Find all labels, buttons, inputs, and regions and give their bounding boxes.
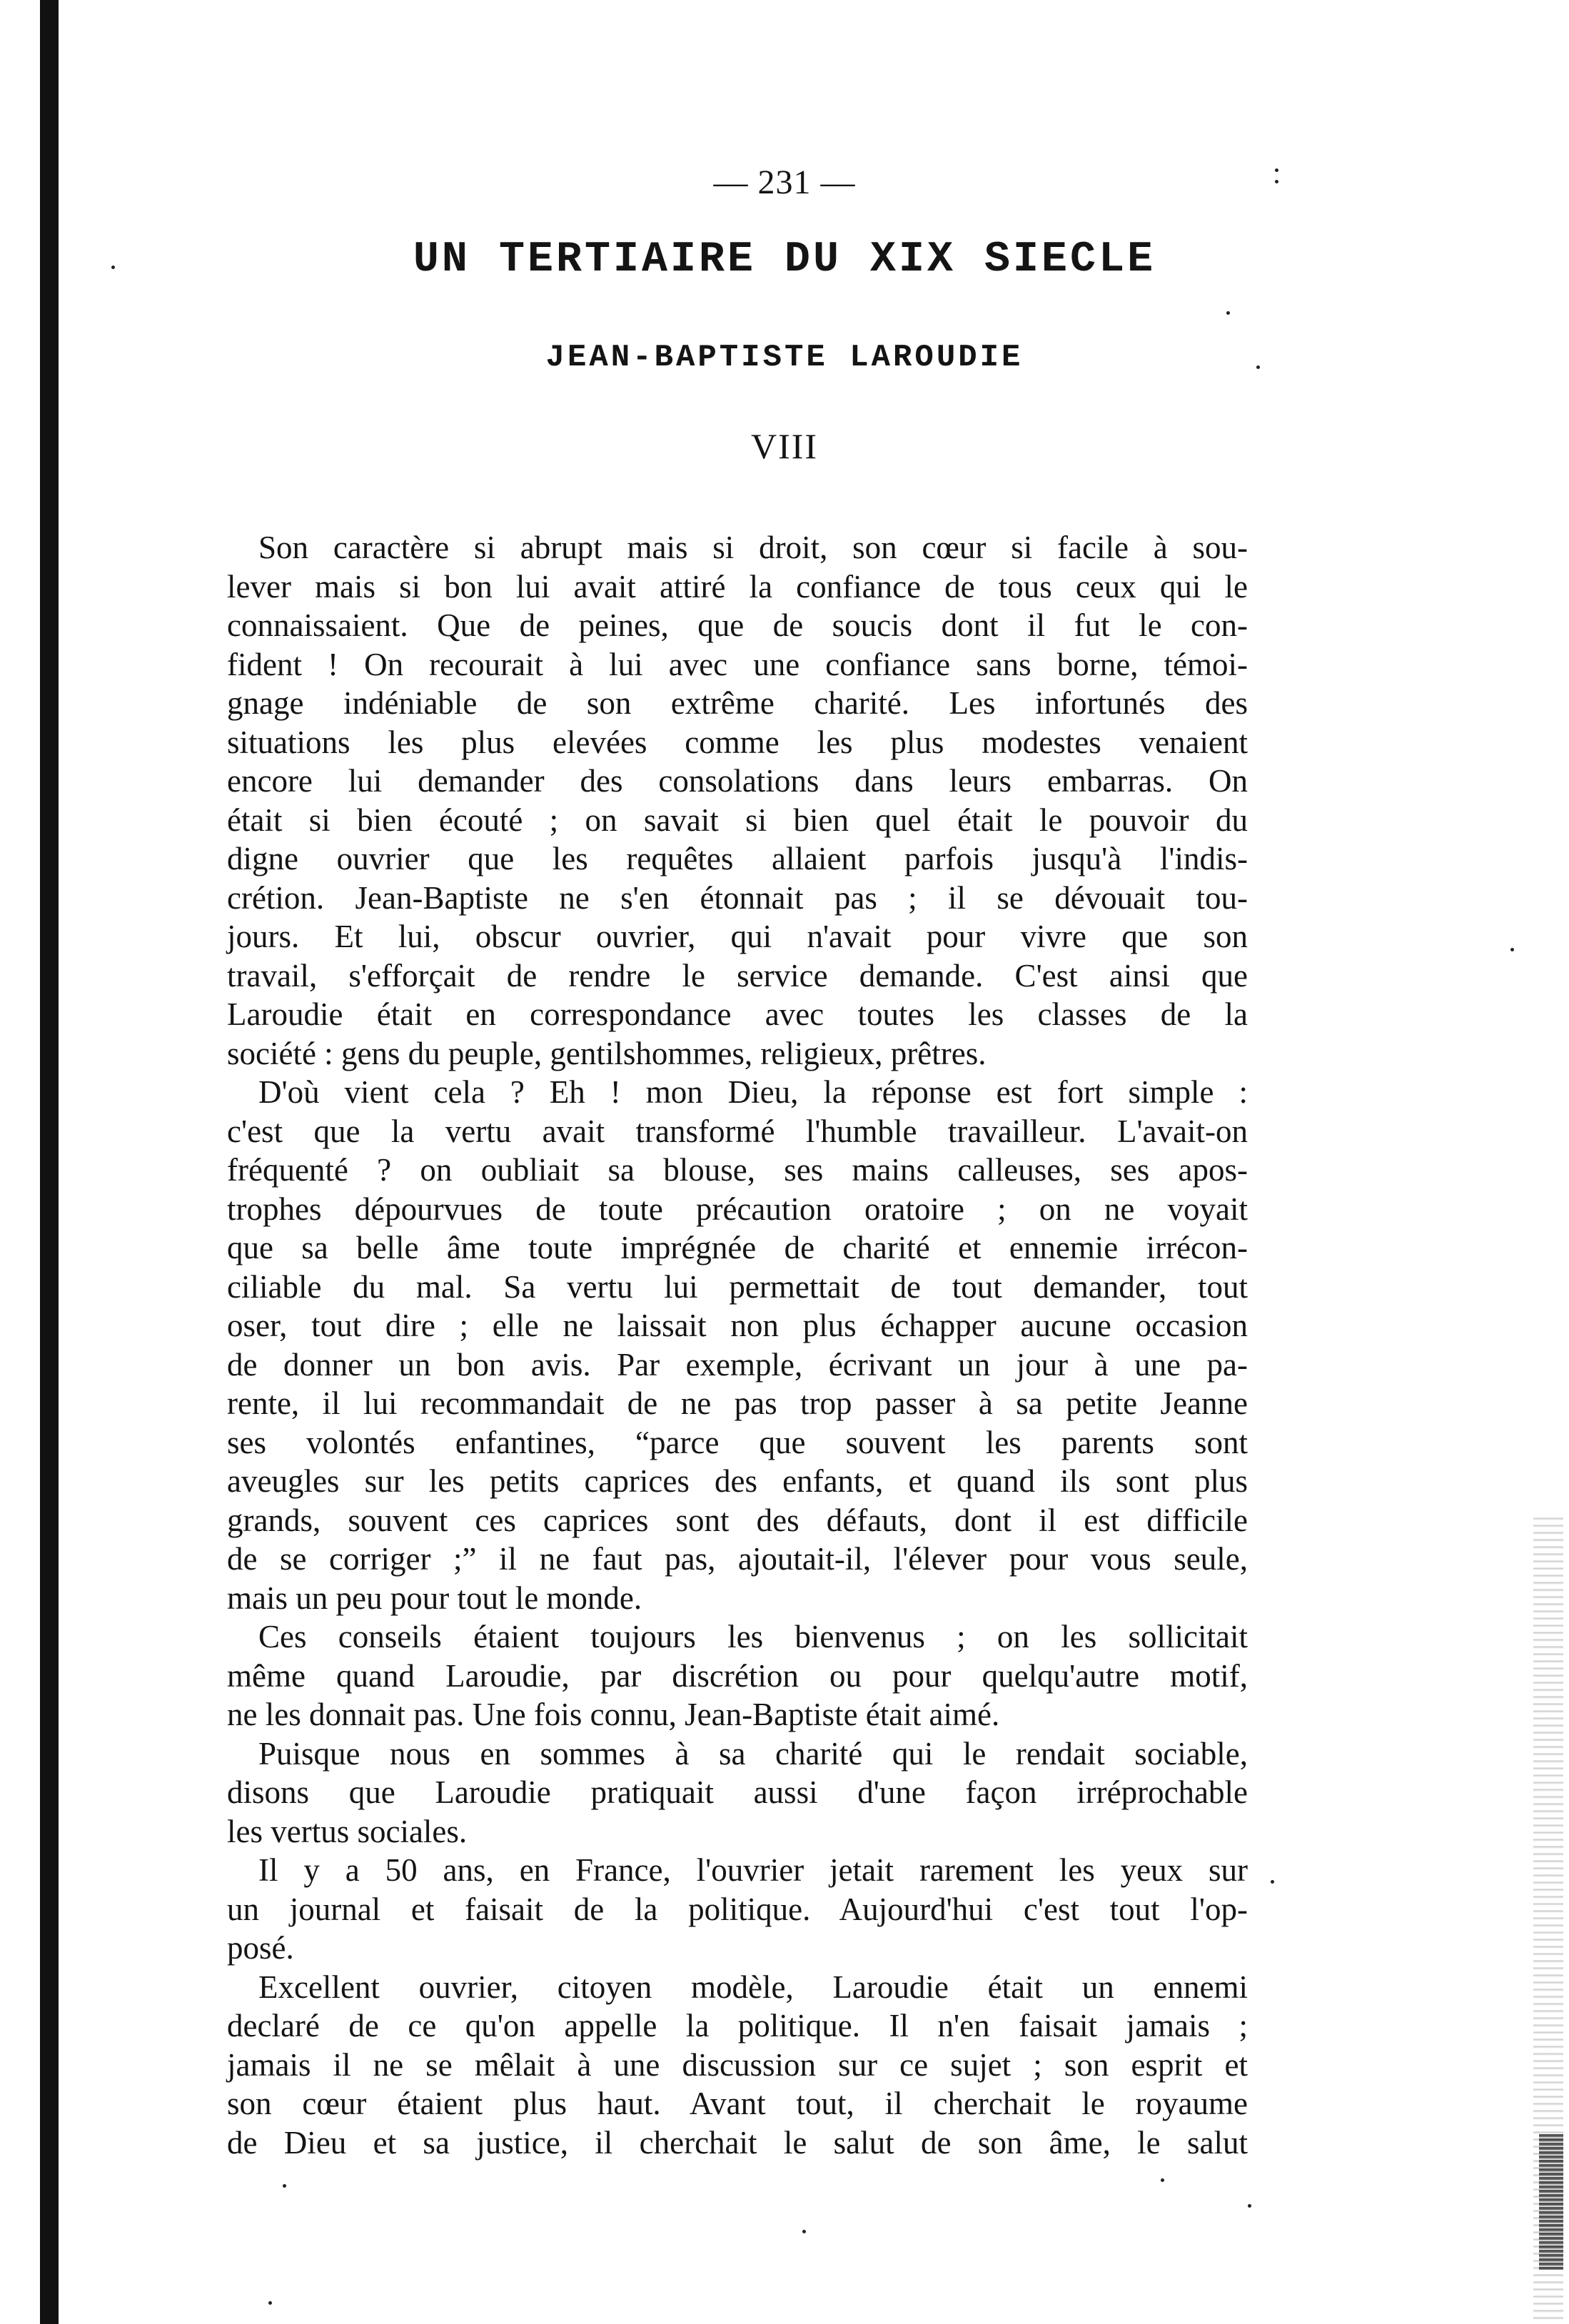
text-line: travail, s'efforçait de rendre le service demande. C'est ainsi que bbox=[227, 957, 1248, 994]
text-line: aveugles sur les petits caprices des enfants, et quand ils sont plus bbox=[227, 1463, 1248, 1499]
text-line: rente, il lui recommandait de ne pas trop passer à sa petite Jeanne bbox=[227, 1385, 1248, 1421]
scan-speck bbox=[268, 2301, 272, 2305]
text-line: situations les plus elevées comme les plus modestes venaient bbox=[227, 724, 1248, 760]
text-line: ne les donnait pas. Une fois connu, Jean-Baptiste était aimé. bbox=[227, 1697, 1000, 1732]
text-line: posé. bbox=[227, 1930, 294, 1966]
text-line: Il y a 50 ans, en France, l'ouvrier jetait rarement les yeux sur bbox=[258, 1852, 1248, 1888]
text-line: c'est que la vertu avait transformé l'humble travailleur. L'avait-on bbox=[227, 1113, 1248, 1149]
text-line: ciliable du mal. Sa vertu lui permettait de tout demander, tout bbox=[227, 1268, 1248, 1305]
text-line: fréquenté ? on oubliait sa blouse, ses mains calleuses, ses apos- bbox=[227, 1152, 1248, 1188]
text-line: de donner un bon avis. Par exemple, écrivant un jour à une pa- bbox=[227, 1346, 1248, 1383]
text-line: jours. Et lui, obscur ouvrier, qui n'avait pour vivre que son bbox=[227, 919, 1248, 954]
scan-speck bbox=[1248, 2204, 1251, 2208]
text-line: crétion. Jean-Baptiste ne s'en étonnait pas ; il se dévouait tou- bbox=[227, 879, 1248, 916]
text-line: Excellent ouvrier, citoyen modèle, Laroudie était un ennemi bbox=[258, 1969, 1248, 2005]
text-line: que sa belle âme toute imprégnée de charité et ennemie irrécon- bbox=[227, 1230, 1248, 1265]
text-line: oser, tout dire ; elle ne laissait non plus échapper aucune occasion bbox=[227, 1308, 1248, 1343]
page-subtitle: JEAN-BAPTISTE LAROUDIE bbox=[545, 340, 1024, 375]
text-line: son cœur étaient plus haut. Avant tout, il cherchait le royaume bbox=[227, 2086, 1248, 2121]
text-line: digne ouvrier que les requêtes allaient parfois jusqu'à l'indis- bbox=[227, 841, 1248, 876]
text-line: fident ! On recourait à lui avec une confiance sans borne, témoi- bbox=[227, 646, 1248, 682]
text-line: jamais il ne se mêlait à une discussion sur ce sujet ; son esprit et bbox=[227, 2046, 1248, 2083]
body-text bbox=[227, 528, 1248, 2162]
text-line: trophes dépourvues de toute précaution oratoire ; on ne voyait bbox=[227, 1191, 1248, 1227]
text-line: lever mais si bon lui avait attiré la confiance de tous ceux qui le bbox=[227, 568, 1248, 605]
scan-speck bbox=[1510, 948, 1514, 951]
scan-right-edge-shadow bbox=[1539, 2134, 1563, 2270]
scan-speck bbox=[1226, 311, 1230, 315]
text-line: de Dieu et sa justice, il cherchait le salut de son âme, le salut bbox=[227, 2124, 1248, 2161]
text-line: connaissaient. Que de peines, que de soucis dont il fut le con- bbox=[227, 607, 1248, 643]
text-line: Son caractère si abrupt mais si droit, son cœur si facile à sou- bbox=[258, 530, 1248, 565]
text-line: de se corriger ;” il ne faut pas, ajoutait-il, l'élever pour vous seule, bbox=[227, 1541, 1248, 1577]
text-line: D'où vient cela ? Eh ! mon Dieu, la réponse est fort simple : bbox=[258, 1074, 1248, 1110]
scan-speck bbox=[802, 2230, 806, 2233]
text-line: un journal et faisait de la politique. Aujourd'hui c'est tout l'op- bbox=[227, 1891, 1248, 1927]
text-line: ses volontés enfantines, “parce que souvent les parents sont bbox=[227, 1424, 1248, 1460]
scan-speck bbox=[1161, 2178, 1164, 2182]
scan-speck bbox=[1271, 1880, 1274, 1884]
chapter-heading: VIII bbox=[750, 426, 819, 466]
scan-speck bbox=[283, 2184, 286, 2188]
text-line: était si bien écouté ; on savait si bien quel était le pouvoir du bbox=[227, 802, 1248, 838]
text-line: mais un peu pour tout le monde. bbox=[227, 1580, 642, 1616]
page-number: — 231 — bbox=[713, 163, 856, 201]
text-line: declaré de ce qu'on appelle la politique. Il n'en faisait jamais ; bbox=[227, 2008, 1248, 2043]
text-line: les vertus sociales. bbox=[227, 1813, 468, 1849]
text-line: grands, souvent ces caprices sont des défauts, dont il est difficile bbox=[227, 1502, 1248, 1538]
text-line: disons que Laroudie pratiquait aussi d'une façon irréprochable bbox=[227, 1774, 1248, 1810]
text-line: Laroudie était en correspondance avec toutes les classes de la bbox=[227, 996, 1248, 1032]
text-line: Ces conseils étaient toujours les bienvenus ; on les sollicitait bbox=[258, 1619, 1248, 1654]
text-line: société : gens du peuple, gentilshommes, religieux, prêtres. bbox=[227, 1035, 987, 1071]
page-title: UN TERTIAIRE DU XIX SIECLE bbox=[413, 236, 1156, 284]
text-line: gnage indéniable de son extrême charité. Les infortunés des bbox=[227, 685, 1248, 721]
text-line: encore lui demander des consolations dans leurs embarras. On bbox=[227, 763, 1248, 799]
text-line: même quand Laroudie, par discrétion ou pour quelqu'autre motif, bbox=[227, 1657, 1248, 1694]
text-line: Puisque nous en sommes à sa charité qui le rendait sociable, bbox=[258, 1735, 1248, 1772]
